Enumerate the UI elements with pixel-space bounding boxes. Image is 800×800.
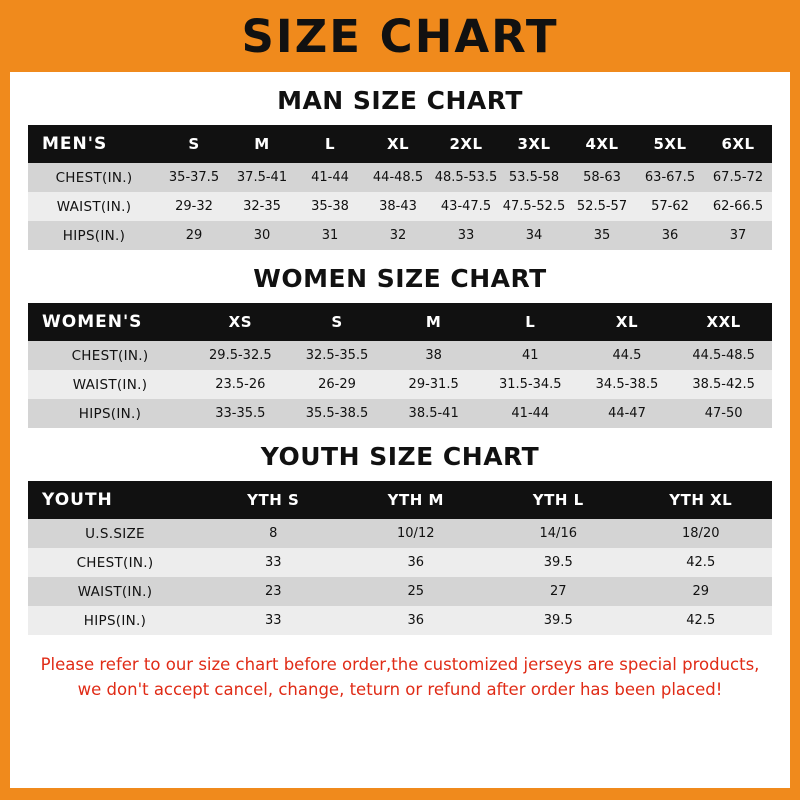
column-header: S: [160, 125, 228, 163]
cell: 38.5-42.5: [675, 370, 772, 399]
table-row: [28, 519, 772, 548]
column-header: YTH S: [202, 481, 345, 519]
section-title-women: WOMEN SIZE CHART: [253, 264, 547, 293]
cell: 43-47.5: [432, 192, 500, 221]
cell: 53.5-58: [500, 163, 568, 192]
cell: 38: [385, 341, 482, 370]
cell: 37.5-41: [228, 163, 296, 192]
cell: 29: [160, 221, 228, 250]
cell: 32-35: [228, 192, 296, 221]
cell: 29: [630, 577, 773, 606]
cell: 33: [202, 606, 345, 635]
cell: 38-43: [364, 192, 432, 221]
table-row: [28, 399, 772, 428]
cell: 36: [345, 548, 488, 577]
row-label: WAIST(IN.): [28, 192, 160, 221]
column-header: L: [482, 303, 579, 341]
bottom-band: [0, 788, 800, 800]
cell: 33: [202, 548, 345, 577]
cell: 36: [345, 606, 488, 635]
section-women: [10, 264, 790, 428]
cell: 52.5-57: [568, 192, 636, 221]
youth-size-table: [28, 481, 772, 635]
column-header: WOMEN'S: [28, 303, 192, 341]
cell: 31.5-34.5: [482, 370, 579, 399]
table-header-row: [28, 125, 772, 163]
cell: 27: [487, 577, 630, 606]
cell: 10/12: [345, 519, 488, 548]
cell: 44.5: [579, 341, 676, 370]
row-label: CHEST(IN.): [28, 163, 160, 192]
cell: 42.5: [630, 548, 773, 577]
column-header: M: [385, 303, 482, 341]
cell: 23: [202, 577, 345, 606]
cell: 39.5: [487, 548, 630, 577]
cell: 34.5-38.5: [579, 370, 676, 399]
cell: 62-66.5: [704, 192, 772, 221]
cell: 44-48.5: [364, 163, 432, 192]
cell: 25: [345, 577, 488, 606]
row-label: U.S.SIZE: [28, 519, 202, 548]
table-row: [28, 370, 772, 399]
cell: 29-31.5: [385, 370, 482, 399]
table-row: [28, 163, 772, 192]
column-header: YTH M: [345, 481, 488, 519]
page-title: SIZE CHART: [241, 9, 559, 63]
footer-note-line-1: Please refer to our size chart before order,the customized jerseys are special products,: [40, 655, 760, 674]
cell: 41: [482, 341, 579, 370]
cell: 29-32: [160, 192, 228, 221]
cell: 48.5-53.5: [432, 163, 500, 192]
cell: 39.5: [487, 606, 630, 635]
cell: 41-44: [296, 163, 364, 192]
column-header: XS: [192, 303, 289, 341]
cell: 31: [296, 221, 364, 250]
section-title-man: MAN SIZE CHART: [277, 86, 523, 115]
cell: 30: [228, 221, 296, 250]
section-man: [10, 86, 790, 250]
table-row: [28, 341, 772, 370]
column-header: S: [289, 303, 386, 341]
section-youth: [10, 442, 790, 635]
column-header: 6XL: [704, 125, 772, 163]
row-label: WAIST(IN.): [28, 370, 192, 399]
table-header-row: [28, 303, 772, 341]
row-label: CHEST(IN.): [28, 548, 202, 577]
footer-note-line-2: we don't accept cancel, change, teturn or refund after order has been placed!: [77, 679, 723, 699]
header-band: [0, 0, 800, 72]
cell: 44-47: [579, 399, 676, 428]
row-label: HIPS(IN.): [28, 221, 160, 250]
cell: 8: [202, 519, 345, 548]
cell: 57-62: [636, 192, 704, 221]
table-row: [28, 548, 772, 577]
column-header: XXL: [675, 303, 772, 341]
cell: 33: [432, 221, 500, 250]
column-header: 5XL: [636, 125, 704, 163]
cell: 36: [636, 221, 704, 250]
column-header: YTH L: [487, 481, 630, 519]
cell: 41-44: [482, 399, 579, 428]
table-row: [28, 221, 772, 250]
cell: 18/20: [630, 519, 773, 548]
cell: 29.5-32.5: [192, 341, 289, 370]
table-row: [28, 577, 772, 606]
cell: 33-35.5: [192, 399, 289, 428]
cell: 63-67.5: [636, 163, 704, 192]
column-header: XL: [364, 125, 432, 163]
cell: 42.5: [630, 606, 773, 635]
cell: 37: [704, 221, 772, 250]
cell: 58-63: [568, 163, 636, 192]
table-row: [28, 192, 772, 221]
cell: 34: [500, 221, 568, 250]
women-size-table: [28, 303, 772, 428]
cell: 14/16: [487, 519, 630, 548]
column-header: YTH XL: [630, 481, 773, 519]
column-header: MEN'S: [28, 125, 160, 163]
cell: 32.5-35.5: [289, 341, 386, 370]
row-label: WAIST(IN.): [28, 577, 202, 606]
cell: 35: [568, 221, 636, 250]
man-size-table: [28, 125, 772, 250]
section-title-youth: YOUTH SIZE CHART: [260, 442, 540, 471]
table-row: [28, 606, 772, 635]
column-header: L: [296, 125, 364, 163]
cell: 23.5-26: [192, 370, 289, 399]
table-header-row: [28, 481, 772, 519]
column-header: 4XL: [568, 125, 636, 163]
footer-note: [10, 653, 790, 703]
column-header: M: [228, 125, 296, 163]
cell: 26-29: [289, 370, 386, 399]
cell: 38.5-41: [385, 399, 482, 428]
cell: 47.5-52.5: [500, 192, 568, 221]
row-label: HIPS(IN.): [28, 606, 202, 635]
cell: 47-50: [675, 399, 772, 428]
cell: 35-38: [296, 192, 364, 221]
column-header: 2XL: [432, 125, 500, 163]
column-header: YOUTH: [28, 481, 202, 519]
column-header: 3XL: [500, 125, 568, 163]
cell: 35.5-38.5: [289, 399, 386, 428]
cell: 32: [364, 221, 432, 250]
row-label: CHEST(IN.): [28, 341, 192, 370]
column-header: XL: [579, 303, 676, 341]
cell: 67.5-72: [704, 163, 772, 192]
cell: 44.5-48.5: [675, 341, 772, 370]
cell: 35-37.5: [160, 163, 228, 192]
row-label: HIPS(IN.): [28, 399, 192, 428]
